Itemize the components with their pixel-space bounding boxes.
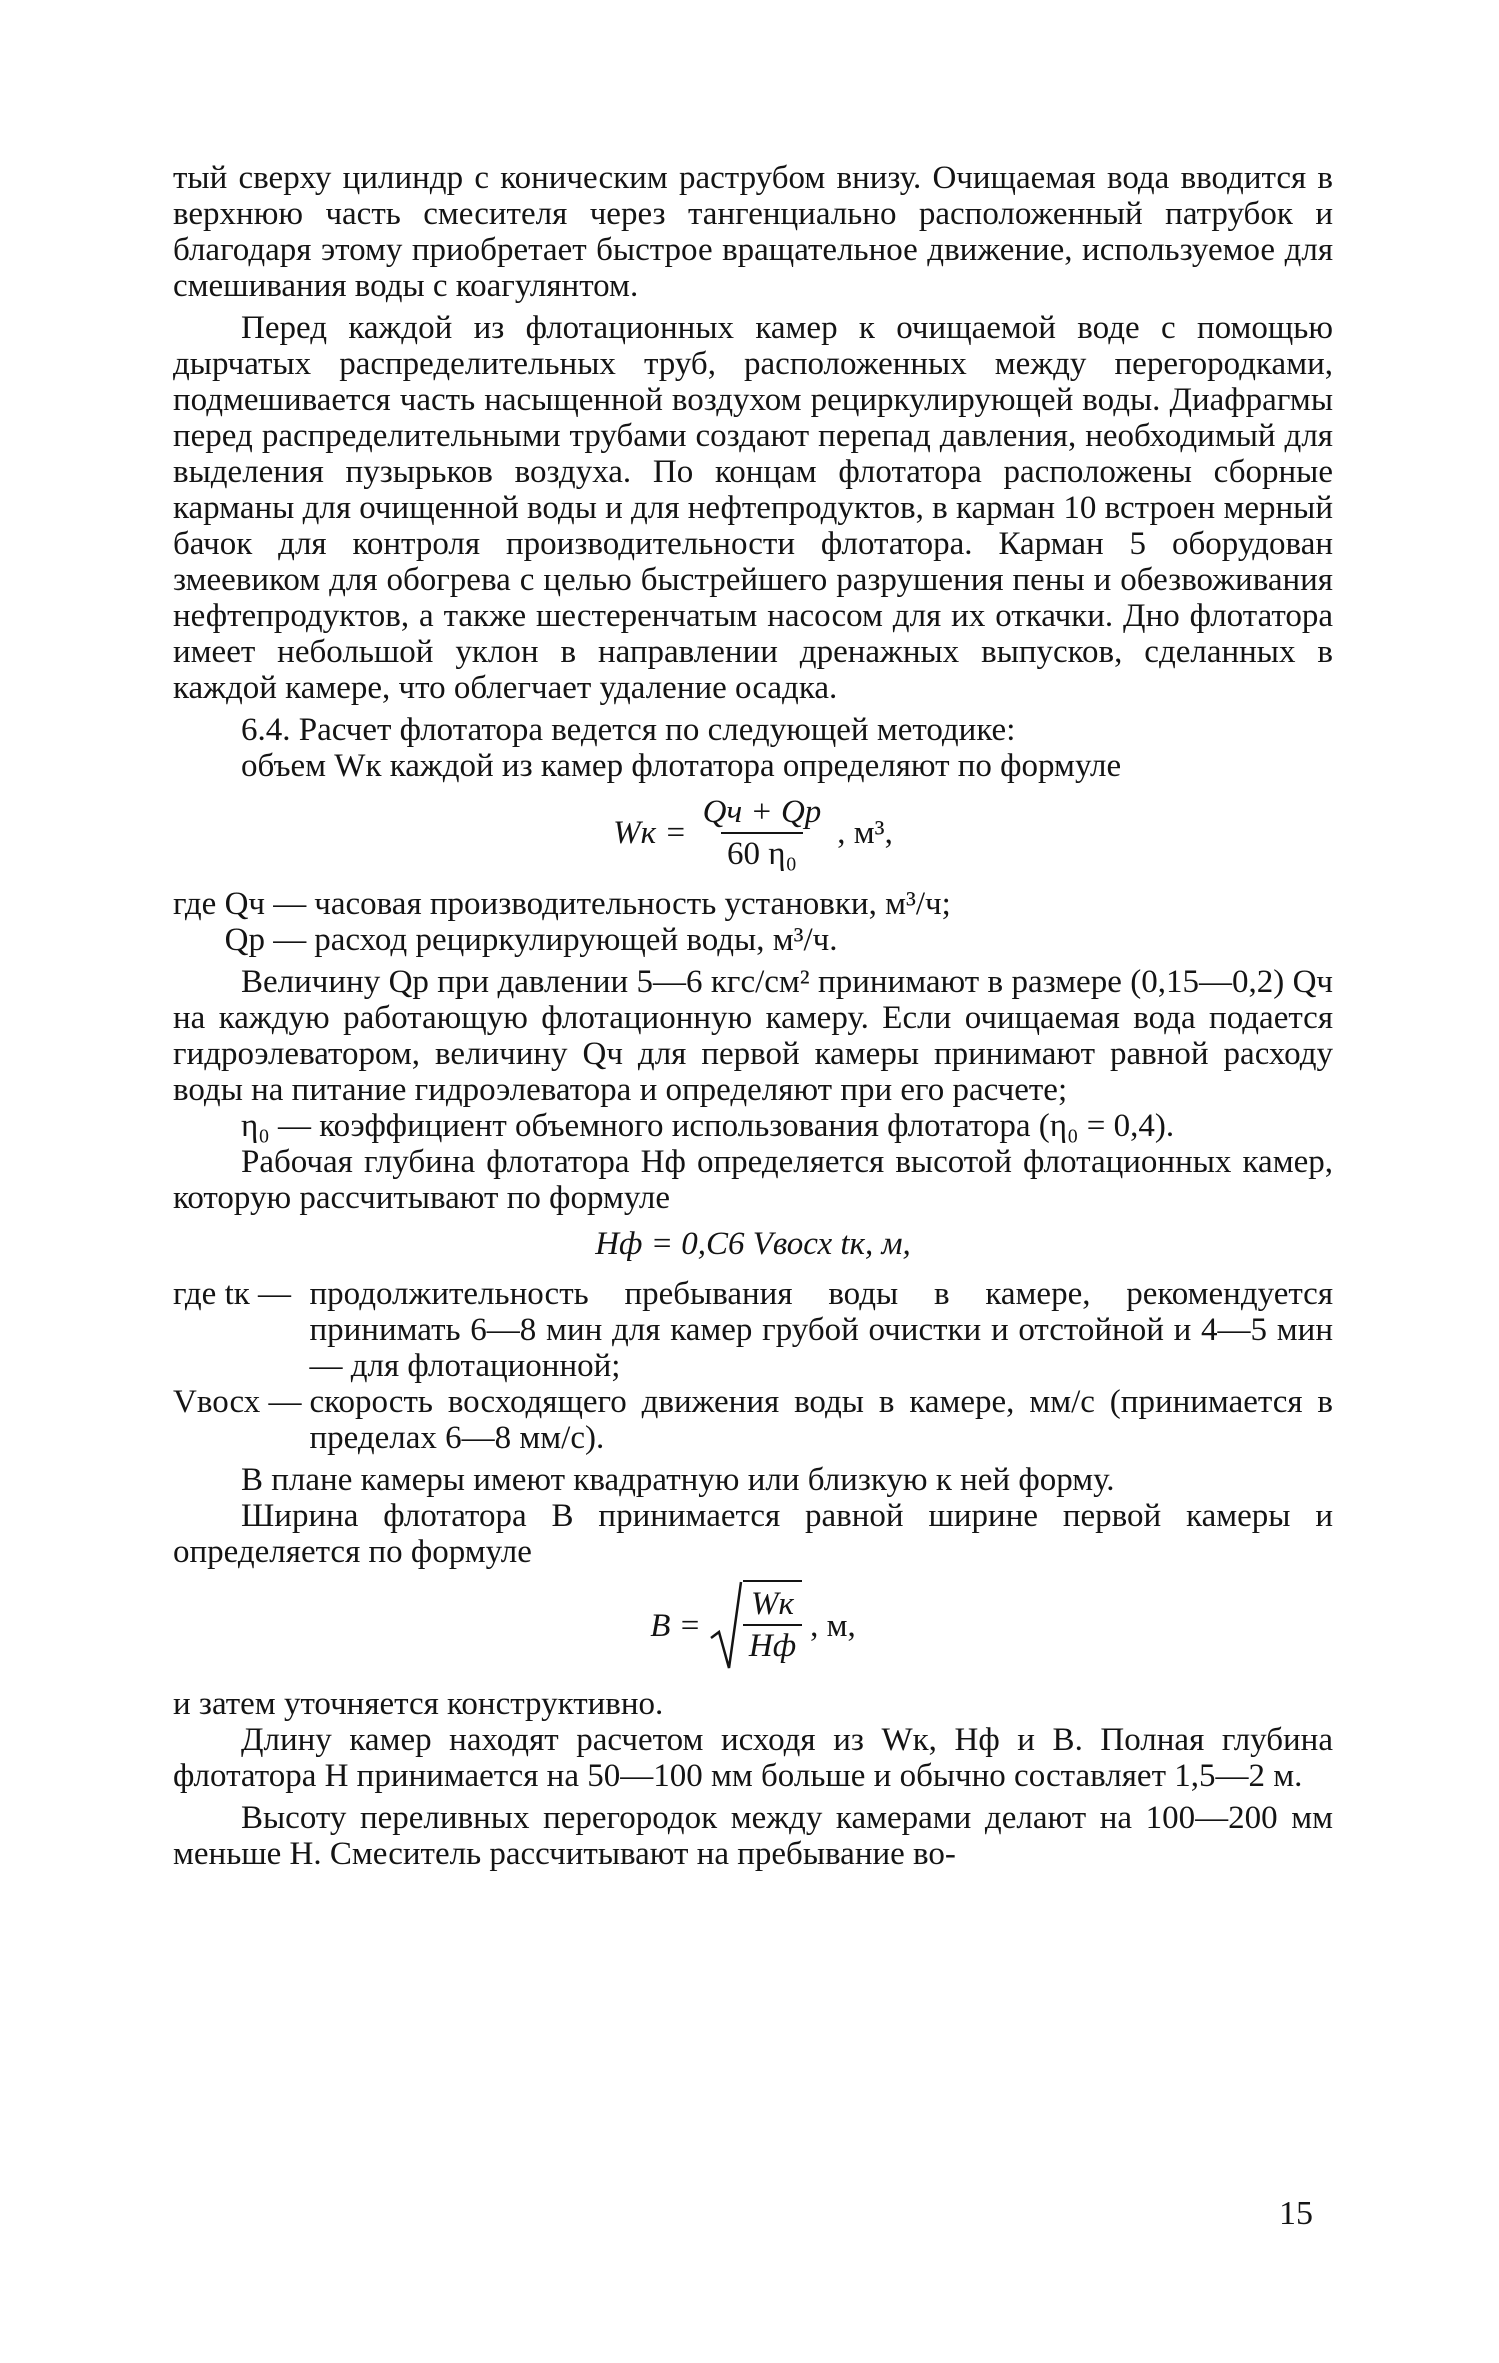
radical-sign-icon xyxy=(709,1580,743,1672)
section-heading-6-4: 6.4. Расчет флотатора ведется по следующей методике: xyxy=(241,712,1016,748)
definition-term: где tк — xyxy=(173,1276,292,1312)
definition-text: часовая производительность установки, м³/ч; xyxy=(314,886,951,922)
formula-lhs: B = xyxy=(650,1608,701,1644)
formula-text: Hф = 0,С6 Vвосх tк, м, xyxy=(595,1226,911,1262)
paragraph-usage-coefficient: η₀ — коэффициент объемного использования флотатора (η₀ = 0,4). xyxy=(241,1108,1175,1144)
paragraph-chamber-length: Длину камер находят расчетом исходя из Wк, Hф и B. Полная глубина флотатора H принимается на 50—100 мм больше и обычно составляет 1,5—2 м. xyxy=(173,1722,1333,1794)
definition-term: где Qч — xyxy=(173,886,307,922)
formula-working-depth xyxy=(173,1226,1333,1262)
paragraph-flotator-width: Ширина флотатора B принимается равной ширине первой камеры и определяется по формуле xyxy=(173,1498,1333,1570)
paragraph-recirculation-flow: Величину Qр при давлении 5—6 кгс/см² принимают в размере (0,15—0,2) Qч на каждую работающую флотационную камеру. Если очищаемая вода подается гидроэлеватором, величину Qч для первой камеры принимают равной расходу воды на питание гидроэлеватора и определяют при его расчете; xyxy=(173,964,1333,1108)
formula-numerator: Qч + Qр xyxy=(702,794,822,830)
text-column xyxy=(173,160,1333,1872)
definitions-depth xyxy=(173,1276,1333,1456)
paragraph-mixer-description: тый сверху цилиндр с коническим раструбом внизу. Очищаемая вода вводится в верхнюю часть смесителя через тангенциально расположенный патрубок и благодаря этому приобретает быстрое вращательное движение, используемое для смешивания воды с коагулянтом. xyxy=(173,160,1333,304)
definition-text: продолжительность пребывания воды в камере, рекомендуется принимать 6—8 мин для камер грубой очистки и отстойной и 4—5 мин — для флотационной; xyxy=(309,1276,1333,1384)
formula-unit: , м, xyxy=(810,1608,856,1644)
formula-unit: , м³, xyxy=(837,815,893,851)
formula-fraction xyxy=(743,1580,802,1672)
formula-fraction xyxy=(697,794,828,872)
paragraph-working-depth: Рабочая глубина флотатора Hф определяется высотой флотационных камер, которую рассчитывают по формуле xyxy=(173,1144,1333,1216)
definition-term: Vвосх — xyxy=(173,1384,302,1420)
paragraph-chamber-shape: В плане камеры имеют квадратную или близкую к ней форму. xyxy=(241,1462,1115,1498)
paragraph-flotation-chambers: Перед каждой из флотационных камер к очищаемой воде с помощью дырчатых распределительных труб, расположенных между перегородками, подмешивается часть насыщенной воздухом рециркулирующей воды. Диафрагмы перед распределительными трубами создают перепад давления, необходимый для выделения пузырьков воздуха. По концам флотатора расположены сборные карманы для очищенной воды и для нефтепродуктов, в карман 10 встроен мерный бачок для контроля производительности флотатора. Карман 5 оборудован змеевиком для обогрева с целью быстрейшего разрушения пены и обезвоживания нефтепродуктов, а также шестеренчатым насосом для их откачки. Дно флотатора имеет небольшой уклон в направлении дренажных выпусков, сделанных в каждой камере, что облегчает удаление осадка. xyxy=(173,310,1333,706)
paragraph-overflow-partitions: Высоту переливных перегородок между камерами делают на 100—200 мм меньше H. Смеситель рассчитывают на пребывание во- xyxy=(173,1800,1333,1872)
definition-text: скорость восходящего движения воды в камере, мм/с (принимается в пределах 6—8 мм/с). xyxy=(309,1384,1333,1456)
formula-denominator: 60 η₀ xyxy=(721,832,803,872)
paragraph-chamber-volume: объем Wк каждой из камер флотатора определяют по формуле xyxy=(241,748,1122,784)
definition-term: Qр — xyxy=(224,922,307,958)
formula-flotator-width xyxy=(173,1580,1333,1672)
formula-lhs: Wк = xyxy=(613,815,687,851)
formula-denominator: Hф xyxy=(743,1624,802,1664)
formula-square-root xyxy=(709,1580,802,1672)
formula-chamber-volume xyxy=(173,794,1333,872)
definition-text: расход рециркулирующей воды, м³/ч. xyxy=(314,922,838,958)
page-number: 15 xyxy=(1279,2195,1313,2232)
definitions-volume xyxy=(173,886,1333,958)
paragraph-refinement: и затем уточняется конструктивно. xyxy=(173,1686,664,1722)
formula-numerator: Wк xyxy=(751,1586,794,1622)
